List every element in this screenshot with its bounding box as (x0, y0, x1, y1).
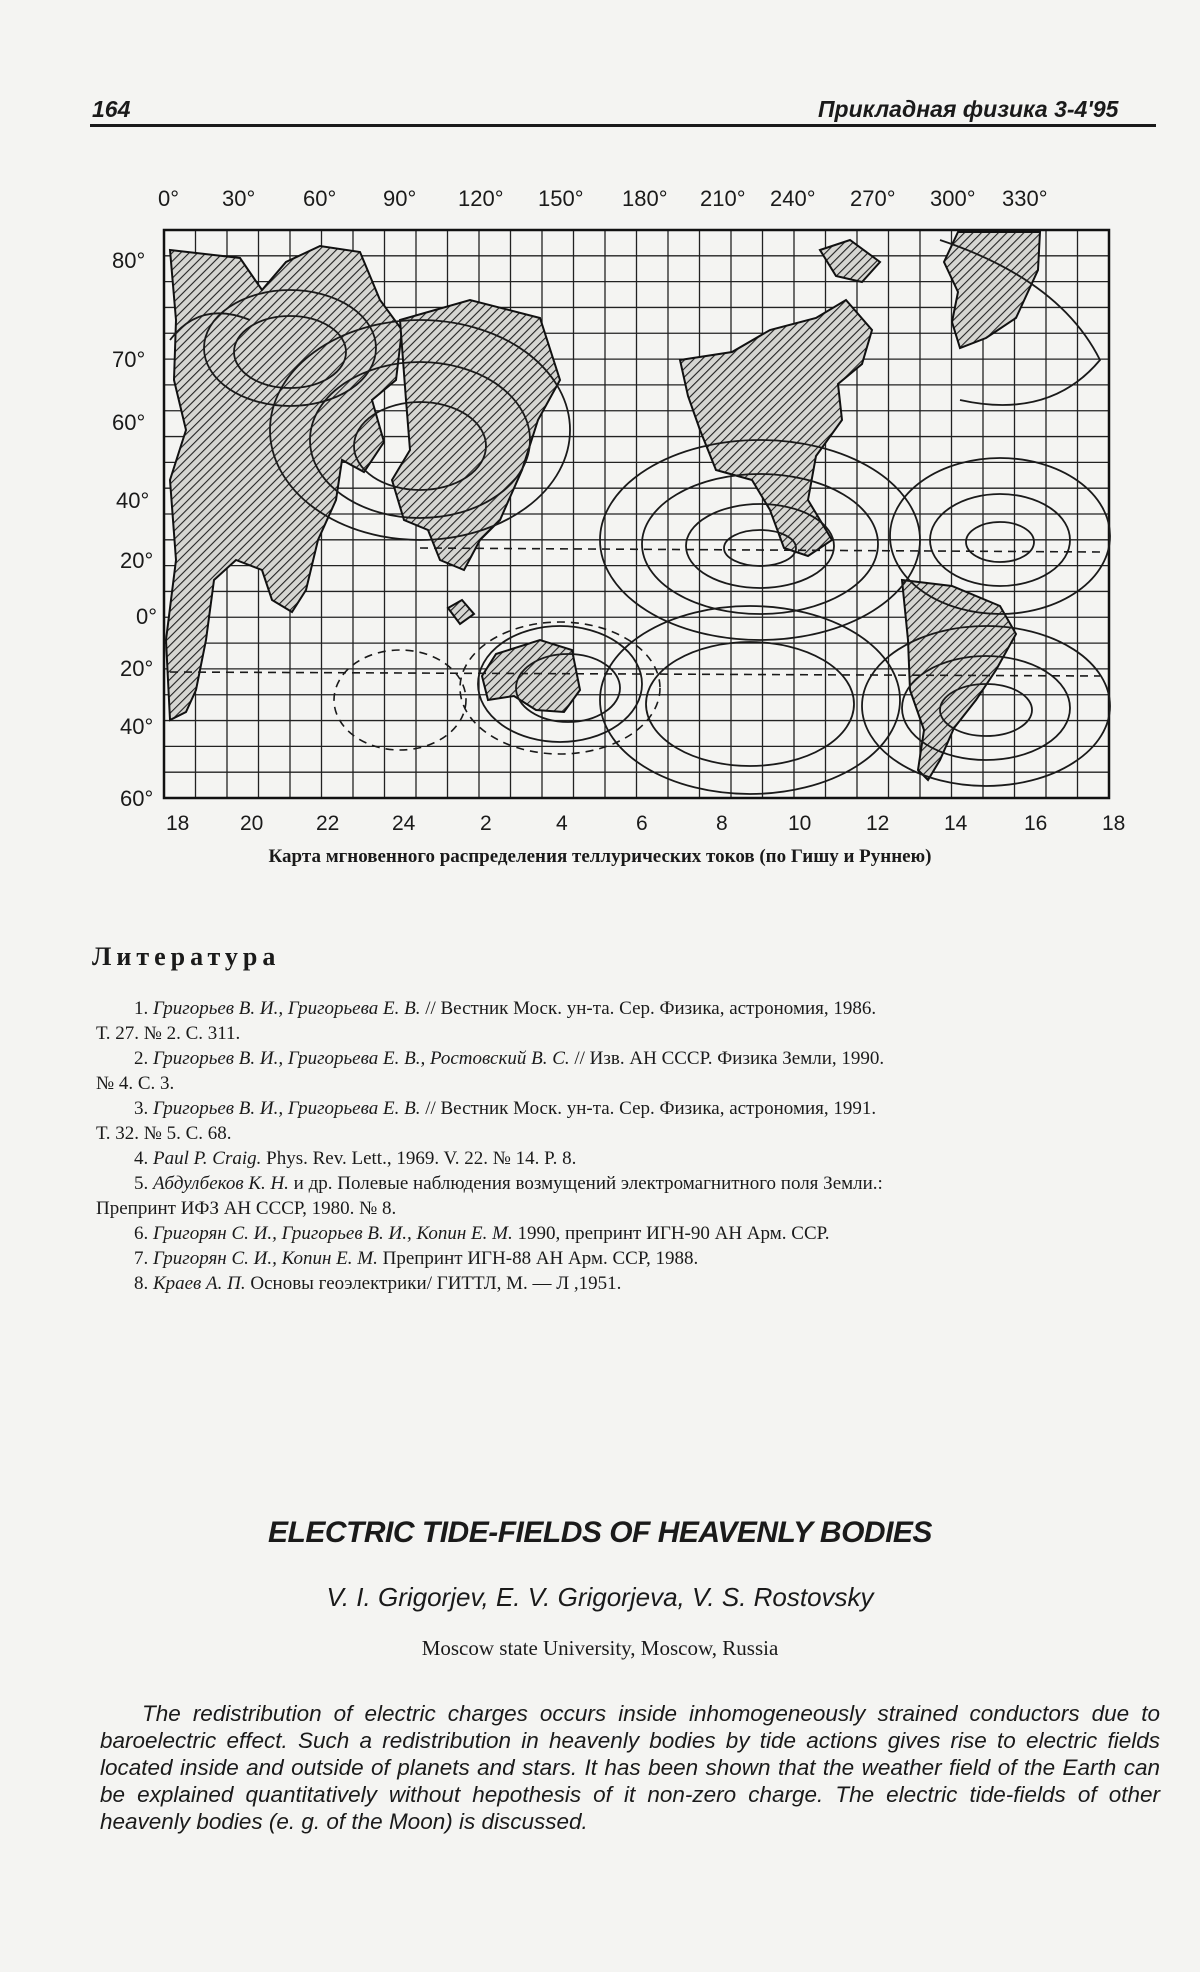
telluric-current-map (0, 0, 1200, 840)
lon-label: 120° (458, 186, 504, 211)
reference-authors: Paul P. Craig. (153, 1148, 262, 1169)
reference-text: Препринт ИГН-88 АН Арм. ССР, 1988. (377, 1248, 699, 1269)
running-header: Прикладная физика 3-4'95 (818, 96, 1119, 122)
hour-label: 24 (392, 812, 416, 835)
reference-continuation: Т. 27. № 2. С. 311. (96, 1023, 241, 1044)
hour-label: 18 (1102, 812, 1126, 835)
reference-authors: Краев А. П. (153, 1273, 246, 1294)
lat-label: 20° (120, 548, 154, 573)
english-affiliation: Moscow state University, Moscow, Russia (421, 1636, 779, 1660)
hour-label: 12 (866, 812, 890, 835)
europe-africa-landmass (166, 246, 402, 720)
reference-authors: Григорьев В. И., Григорьева Е. В. (153, 1098, 421, 1119)
reference-continuation: Препринт ИФЗ АН СССР, 1980. № 8. (96, 1198, 397, 1219)
lon-label: 330° (1002, 186, 1048, 211)
reference-continuation: Т. 32. № 5. С. 68. (96, 1123, 232, 1144)
hour-label: 20 (240, 812, 264, 835)
reference-continuation: № 4. С. 3. (96, 1073, 175, 1094)
lat-label: 20° (120, 656, 154, 681)
hour-label: 2 (480, 812, 492, 835)
greenland-landmass (944, 232, 1040, 348)
reference-number: 5. (134, 1173, 149, 1194)
lon-label: 0° (158, 186, 180, 211)
lon-label: 240° (770, 186, 816, 211)
lon-label: 150° (538, 186, 584, 211)
north-america-landmass (680, 300, 872, 556)
reference-text: // Вестник Моск. ун-та. Сер. Физика, астрономия, 1986. (420, 998, 877, 1019)
english-title: ELECTRIC TIDE-FIELDS OF HEAVENLY BODIES (268, 1516, 932, 1549)
reference-item (96, 1246, 1160, 1271)
literature-heading: Литература (92, 942, 281, 971)
hour-label: 14 (944, 812, 968, 835)
reference-item (96, 1046, 1160, 1071)
reference-item (96, 1096, 1160, 1121)
lon-label: 210° (700, 186, 746, 211)
landmasses (166, 232, 1040, 780)
reference-number: 8. (134, 1273, 149, 1294)
reference-item (96, 1171, 1160, 1196)
asia-landmass (392, 300, 560, 570)
south-america-landmass (902, 580, 1016, 780)
reference-number: 4. (134, 1148, 149, 1169)
lat-label: 40° (120, 714, 154, 739)
hour-label: 8 (716, 812, 728, 835)
page-number: 164 (92, 96, 131, 122)
reference-number: 3. (134, 1098, 149, 1119)
reference-text: // Изв. АН СССР. Физика Земли, 1990. (569, 1048, 885, 1069)
reference-authors: Григорьев В. И., Григорьева Е. В. (153, 998, 421, 1019)
reference-number: 6. (134, 1223, 149, 1244)
english-abstract: The redistribution of electric charges occurs inside inhomogeneously strained conductors due to baroelectric effect. Such a redistribution in heavenly bodies by tide actions gives rise to electric fields located inside and outside of planets and stars. It has been shown that the weather field of the Earth can be explained quantitatively without hepothesis of it non-zero charge. The electric tide-fields of other heavenly bodies (e. g. of the Moon) is discussed. (100, 1701, 1160, 1834)
australia-landmass (482, 640, 580, 712)
reference-authors: Григорьев В. И., Григорьева Е. В., Ростовский В. С. (153, 1048, 570, 1069)
hour-label: 6 (636, 812, 648, 835)
japan-islands (448, 600, 474, 624)
reference-item (96, 1146, 1160, 1171)
reference-number: 2. (134, 1048, 149, 1069)
reference-text: 1990, препринт ИГН-90 АН Арм. ССР. (512, 1223, 830, 1244)
hour-label: 18 (166, 812, 190, 835)
figure-caption: Карта мгновенного распределения теллурических токов (по Гишу и Руннею) (268, 846, 932, 867)
lat-label: 70° (112, 347, 146, 372)
hour-label: 10 (788, 812, 812, 835)
lat-label: 60° (120, 786, 154, 811)
reference-authors: Григорян С. И., Копин Е. М. (153, 1248, 378, 1269)
reference-text: // Вестник Моск. ун-та. Сер. Физика, астрономия, 1991. (420, 1098, 877, 1119)
arctic-islands (820, 240, 880, 282)
reference-item (96, 1271, 1160, 1296)
lon-label: 300° (930, 186, 976, 211)
hour-label: 4 (556, 812, 568, 835)
lon-label: 90° (383, 186, 417, 211)
reference-text: и др. Полевые наблюдения возмущений электромагнитного поля Земли.: (288, 1173, 883, 1194)
lon-label: 30° (222, 186, 256, 211)
lon-label: 60° (303, 186, 337, 211)
reference-text: Основы геоэлектрики/ ГИТТЛ, М. — Л ,1951. (245, 1273, 622, 1294)
reference-item (96, 1221, 1160, 1246)
reference-authors: Абдулбеков К. Н. (153, 1173, 289, 1194)
reference-authors: Григорян С. И., Григорьев В. И., Копин Е. М. (153, 1223, 513, 1244)
reference-list (96, 996, 1160, 1296)
reference-number: 1. (134, 998, 149, 1019)
lat-label: 60° (112, 410, 146, 435)
reference-number: 7. (134, 1248, 149, 1269)
lat-label: 40° (116, 488, 150, 513)
english-authors: V. I. Grigorjev, E. V. Grigorjeva, V. S. Rostovsky (326, 1582, 874, 1612)
lon-label: 270° (850, 186, 896, 211)
lat-label: 0° (136, 604, 158, 629)
lon-label: 180° (622, 186, 668, 211)
hour-label: 22 (316, 812, 340, 835)
hour-label: 16 (1024, 812, 1048, 835)
reference-item (96, 996, 1160, 1021)
lat-label: 80° (112, 248, 146, 273)
reference-text: Phys. Rev. Lett., 1969. V. 22. № 14. P. 8. (261, 1148, 577, 1169)
